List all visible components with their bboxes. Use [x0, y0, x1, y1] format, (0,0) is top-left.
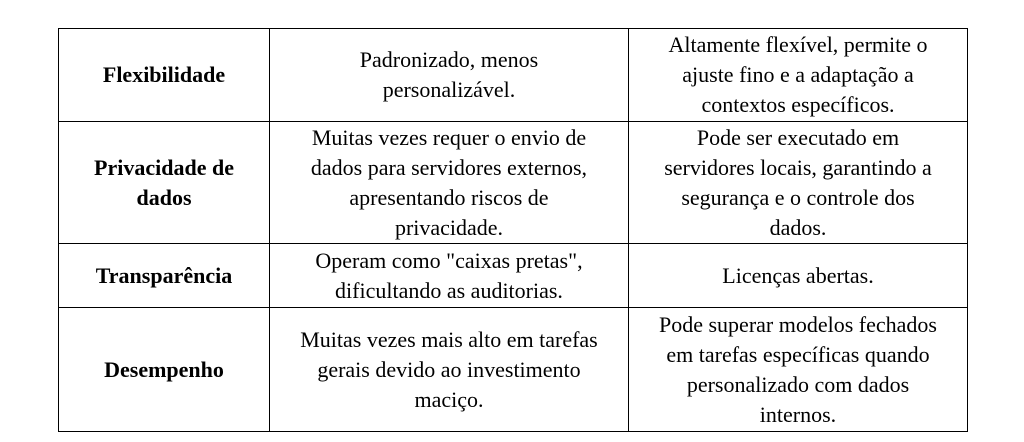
table-row [59, 29, 968, 122]
table-cell: Operam como "caixas pretas", dificultando as auditorias. [270, 244, 629, 308]
table-cell: Padronizado, menos personalizável. [270, 29, 629, 122]
table-cell: Muitas vezes mais alto em tarefas gerais devido ao investimento maciço. [270, 308, 629, 432]
row-header-transparency: Transparência [59, 244, 270, 308]
table-cell: Pode superar modelos fechados em tarefas específicas quando personalizado com dados internos. [629, 308, 968, 432]
comparison-table [58, 28, 968, 432]
table-cell: Licenças abertas. [629, 244, 968, 308]
table-row [59, 122, 968, 244]
table-cell: Muitas vezes requer o envio de dados para servidores externos, apresentando riscos de privacidade. [270, 122, 629, 244]
row-header-performance: Desempenho [59, 308, 270, 432]
table-cell: Altamente flexível, permite o ajuste fino e a adaptação a contextos específicos. [629, 29, 968, 122]
table-row [59, 308, 968, 432]
row-header-flexibility: Flexibilidade [59, 29, 270, 122]
row-header-data-privacy: Privacidade de dados [59, 122, 270, 244]
table-row [59, 244, 968, 308]
table-cell: Pode ser executado em servidores locais, garantindo a segurança e o controle dos dados. [629, 122, 968, 244]
